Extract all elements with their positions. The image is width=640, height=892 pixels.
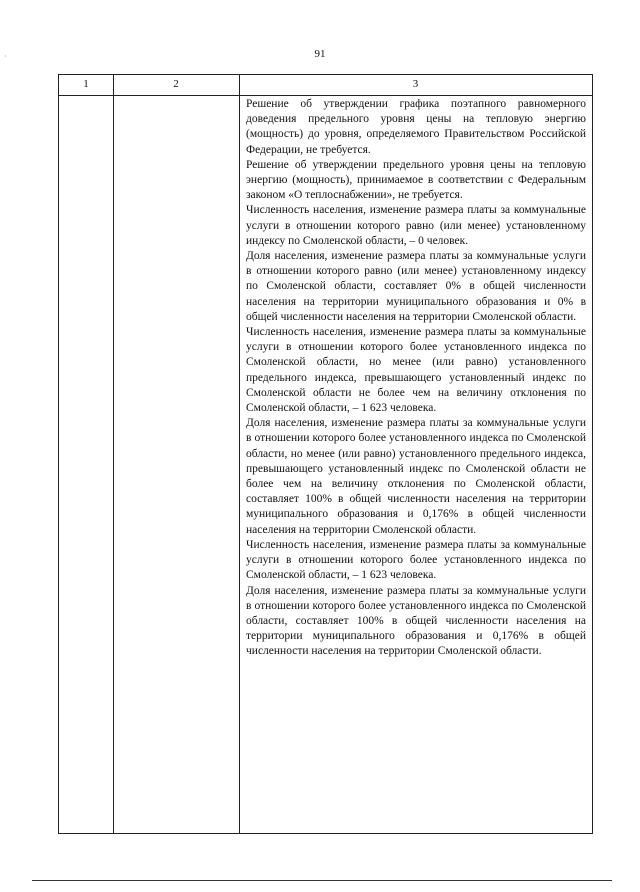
column-divider-1 [113, 75, 114, 833]
page-number: 91 [314, 48, 326, 60]
column-3-content [246, 97, 586, 660]
paragraph: Численность населения, изменение размера платы за коммунальные услуги в отношении которого более установленного индекса по Смоленской области, – 1 623 человека. [246, 538, 586, 582]
column-header-1: 1 [83, 78, 89, 90]
paragraph: Решение об утверждении предельного уровня цены на тепловую энергию (мощность), принимаемое в соответствии с Федеральным законом «О теплоснабжении», не требуется. [246, 158, 586, 202]
paragraph: Численность населения, изменение размера платы за коммунальные услуги в отношении которого равно (или менее) установленному индексу по Смоленской области, – 0 человек. [246, 204, 586, 247]
column-header-2: 2 [173, 78, 179, 90]
footer-rule [32, 880, 612, 881]
document-table [58, 74, 593, 834]
paragraph: Доля населения, изменение размера платы за коммунальные услуги в отношении которого более установленного индекса по Смоленской области, но менее (или равно) установленного предельного индекса, превышающего установленный индекс по Смоленской области не более чем на величину отклонения по Смоленской области, составляет 100% в общей численности населения на территории муниципального образования и 0,176% в общей численности населения на территории Смоленской области. [246, 417, 586, 536]
paragraph: Численность населения, изменение размера платы за коммунальные услуги в отношении которого более установленного индекса по Смоленской области, но менее (или равно) установленного предельного индекса, превышающего установленный индекс по Смоленской области не более чем на величину отклонения по Смоленской области, – 1 623 человека. [246, 326, 586, 415]
column-divider-2 [239, 75, 240, 833]
paragraph: Доля населения, изменение размера платы за коммунальные услуги в отношении которого более установленного индекса по Смоленской области, составляет 100% в общей численности населения на территории муниципального образования и 0,176% в общей численности населения на территории Смоленской области. [246, 584, 586, 658]
paragraph: Доля населения, изменение размера платы за коммунальные услуги в отношении которого равно (или менее) установленному индексу по Смоленской области, составляет 0% в общей численности населения на территории муниципального образования и 0% в общей численности населения на территории Смоленской области. [246, 250, 586, 323]
column-header-3: 3 [412, 78, 419, 90]
page-edge-mark: · [4, 52, 7, 61]
paragraph: Решение об утверждении графика поэтапного равномерного доведения предельного уровня цены на тепловую энергию (мощность) до уровня, определяемого Правительством Российской Федерации, не требуется. [246, 98, 586, 156]
header-divider [59, 95, 592, 96]
